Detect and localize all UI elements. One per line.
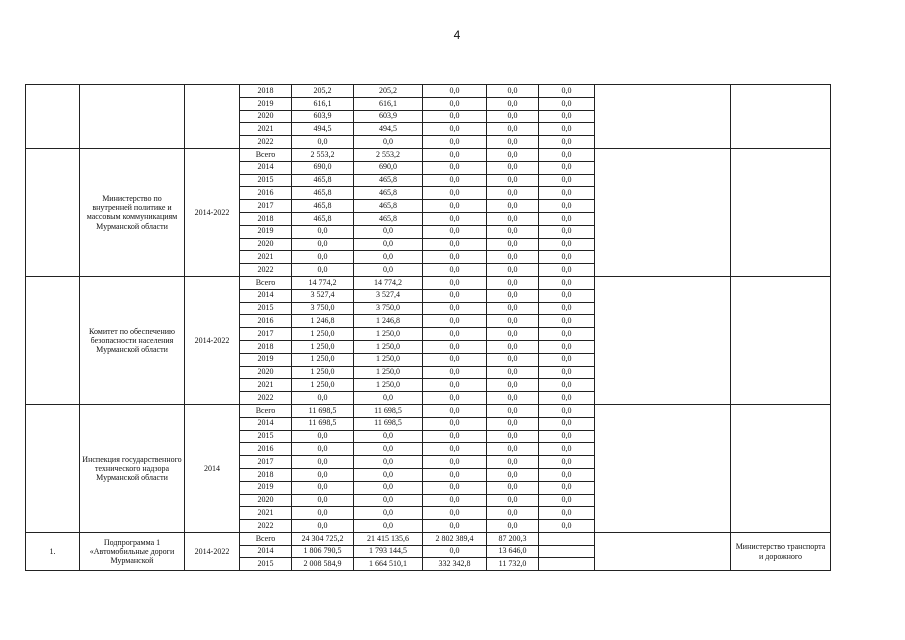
responsible-cell xyxy=(731,276,831,404)
amount-cell: 0,0 xyxy=(292,507,354,520)
amount-cell: 0,0 xyxy=(539,264,595,277)
amount-cell: 0,0 xyxy=(487,417,539,430)
amount-cell: 0,0 xyxy=(539,161,595,174)
amount-cell: 0,0 xyxy=(539,481,595,494)
amount-cell: 465,8 xyxy=(292,212,354,225)
amount-cell: 0,0 xyxy=(539,123,595,136)
amount-cell: 0,0 xyxy=(487,468,539,481)
amount-cell: 0,0 xyxy=(487,340,539,353)
amount-cell: 11 698,5 xyxy=(292,417,354,430)
amount-cell: 0,0 xyxy=(354,456,423,469)
year-cell: 2014 xyxy=(240,545,292,558)
amount-cell: 0,0 xyxy=(423,97,487,110)
amount-cell: 0,0 xyxy=(423,392,487,405)
amount-cell: 0,0 xyxy=(539,187,595,200)
year-cell: 2021 xyxy=(240,251,292,264)
year-cell: Всего xyxy=(240,148,292,161)
amount-cell: 332 342,8 xyxy=(423,558,487,571)
amount-cell: 1 246,8 xyxy=(354,315,423,328)
amount-cell: 0,0 xyxy=(539,443,595,456)
amount-cell: 0,0 xyxy=(539,456,595,469)
executor-name-cell: Министерство по внутренней политике и массовым коммуникациям Мурманской области xyxy=(80,148,185,276)
year-cell: 2021 xyxy=(240,379,292,392)
year-cell: 2017 xyxy=(240,456,292,469)
amount-cell: 0,0 xyxy=(354,481,423,494)
amount-cell: 0,0 xyxy=(423,328,487,341)
amount-cell: 0,0 xyxy=(539,353,595,366)
year-cell: 2021 xyxy=(240,123,292,136)
amount-cell: 0,0 xyxy=(487,251,539,264)
amount-cell: 0,0 xyxy=(487,85,539,98)
amount-cell: 465,8 xyxy=(292,200,354,213)
year-cell: 2015 xyxy=(240,558,292,571)
responsible-cell: Министерство транспорта и дорожного xyxy=(731,532,831,570)
table-row xyxy=(26,276,831,289)
amount-cell: 0,0 xyxy=(354,507,423,520)
year-cell: 2019 xyxy=(240,225,292,238)
amount-cell: 13 646,0 xyxy=(487,545,539,558)
year-cell: Всего xyxy=(240,532,292,545)
amount-cell: 0,0 xyxy=(423,520,487,533)
amount-cell: 0,0 xyxy=(292,443,354,456)
amount-cell: 0,0 xyxy=(539,251,595,264)
year-cell: 2016 xyxy=(240,187,292,200)
amount-cell: 0,0 xyxy=(423,507,487,520)
amount-cell: 3 750,0 xyxy=(354,302,423,315)
amount-cell: 0,0 xyxy=(423,276,487,289)
amount-cell: 0,0 xyxy=(539,136,595,149)
amount-cell: 0,0 xyxy=(423,456,487,469)
row-number-cell: 1. xyxy=(26,532,80,570)
amount-cell: 1 250,0 xyxy=(292,366,354,379)
amount-cell: 21 415 135,6 xyxy=(354,532,423,545)
year-cell: 2020 xyxy=(240,366,292,379)
amount-cell: 0,0 xyxy=(539,315,595,328)
amount-cell: 2 008 584,9 xyxy=(292,558,354,571)
amount-cell: 1 806 790,5 xyxy=(292,545,354,558)
amount-cell: 1 250,0 xyxy=(292,353,354,366)
amount-cell: 616,1 xyxy=(292,97,354,110)
year-cell: 2019 xyxy=(240,353,292,366)
amount-cell: 0,0 xyxy=(539,430,595,443)
amount-cell: 0,0 xyxy=(354,264,423,277)
amount-cell: 0,0 xyxy=(354,136,423,149)
amount-cell: 0,0 xyxy=(354,520,423,533)
amount-cell xyxy=(539,558,595,571)
year-cell: 2016 xyxy=(240,443,292,456)
amount-cell: 3 527,4 xyxy=(354,289,423,302)
amount-cell: 0,0 xyxy=(292,430,354,443)
amount-cell: 0,0 xyxy=(423,136,487,149)
amount-cell: 0,0 xyxy=(539,238,595,251)
year-cell: 2016 xyxy=(240,315,292,328)
amount-cell: 11 698,5 xyxy=(354,404,423,417)
amount-cell: 0,0 xyxy=(539,225,595,238)
period-cell xyxy=(185,85,240,149)
amount-cell: 465,8 xyxy=(292,187,354,200)
year-cell: 2018 xyxy=(240,212,292,225)
amount-cell: 0,0 xyxy=(354,225,423,238)
amount-cell: 0,0 xyxy=(292,392,354,405)
amount-cell: 0,0 xyxy=(487,494,539,507)
responsible-cell xyxy=(731,404,831,532)
amount-cell: 0,0 xyxy=(487,443,539,456)
year-cell: 2021 xyxy=(240,507,292,520)
amount-cell: 0,0 xyxy=(354,392,423,405)
amount-cell: 3 527,4 xyxy=(292,289,354,302)
amount-cell: 0,0 xyxy=(539,97,595,110)
amount-cell: 0,0 xyxy=(423,187,487,200)
amount-cell: 0,0 xyxy=(487,187,539,200)
amount-cell: 24 304 725,2 xyxy=(292,532,354,545)
amount-cell: 0,0 xyxy=(354,443,423,456)
amount-cell: 11 698,5 xyxy=(292,404,354,417)
amount-cell: 0,0 xyxy=(539,289,595,302)
amount-cell: 0,0 xyxy=(423,289,487,302)
amount-cell: 0,0 xyxy=(487,379,539,392)
year-cell: 2020 xyxy=(240,110,292,123)
amount-cell: 690,0 xyxy=(354,161,423,174)
year-cell: 2015 xyxy=(240,174,292,187)
amount-cell: 0,0 xyxy=(423,494,487,507)
amount-cell: 1 250,0 xyxy=(354,353,423,366)
amount-cell: 0,0 xyxy=(539,507,595,520)
year-cell: 2022 xyxy=(240,264,292,277)
year-cell: 2017 xyxy=(240,328,292,341)
executor-name-cell: Комитет по обеспечению безопасности населения Мурманской области xyxy=(80,276,185,404)
amount-cell: 1 250,0 xyxy=(354,340,423,353)
amount-cell: 0,0 xyxy=(292,136,354,149)
amount-cell: 0,0 xyxy=(539,174,595,187)
indicator-cell xyxy=(595,148,731,276)
amount-cell: 0,0 xyxy=(539,417,595,430)
amount-cell: 0,0 xyxy=(487,110,539,123)
amount-cell: 1 250,0 xyxy=(292,340,354,353)
amount-cell xyxy=(539,532,595,545)
amount-cell: 0,0 xyxy=(292,225,354,238)
year-cell: 2014 xyxy=(240,289,292,302)
amount-cell: 0,0 xyxy=(487,200,539,213)
amount-cell: 0,0 xyxy=(423,340,487,353)
amount-cell: 0,0 xyxy=(487,481,539,494)
amount-cell: 0,0 xyxy=(423,238,487,251)
amount-cell: 0,0 xyxy=(423,481,487,494)
amount-cell: 0,0 xyxy=(539,520,595,533)
amount-cell: 0,0 xyxy=(487,456,539,469)
amount-cell: 0,0 xyxy=(539,468,595,481)
amount-cell: 1 250,0 xyxy=(292,379,354,392)
amount-cell: 2 553,2 xyxy=(354,148,423,161)
amount-cell: 0,0 xyxy=(423,366,487,379)
amount-cell: 0,0 xyxy=(487,264,539,277)
amount-cell: 0,0 xyxy=(487,174,539,187)
amount-cell: 0,0 xyxy=(539,340,595,353)
year-cell: 2022 xyxy=(240,136,292,149)
year-cell: Всего xyxy=(240,404,292,417)
amount-cell: 0,0 xyxy=(423,123,487,136)
amount-cell: 1 250,0 xyxy=(354,379,423,392)
year-cell: 2019 xyxy=(240,481,292,494)
year-cell: 2019 xyxy=(240,97,292,110)
amount-cell: 0,0 xyxy=(539,148,595,161)
amount-cell: 0,0 xyxy=(292,456,354,469)
amount-cell: 0,0 xyxy=(539,379,595,392)
amount-cell: 465,8 xyxy=(354,200,423,213)
amount-cell: 0,0 xyxy=(423,200,487,213)
year-cell: 2014 xyxy=(240,161,292,174)
executor-name-cell: Подпрограмма 1 «Автомобильные дороги Мурманской xyxy=(80,532,185,570)
responsible-cell xyxy=(731,148,831,276)
period-cell: 2014-2022 xyxy=(185,148,240,276)
amount-cell: 0,0 xyxy=(487,238,539,251)
amount-cell: 0,0 xyxy=(487,328,539,341)
executor-name-cell xyxy=(80,85,185,149)
row-number-cell xyxy=(26,404,80,532)
amount-cell: 0,0 xyxy=(423,161,487,174)
amount-cell: 0,0 xyxy=(539,392,595,405)
year-cell: 2017 xyxy=(240,200,292,213)
amount-cell: 465,8 xyxy=(354,212,423,225)
responsible-cell xyxy=(731,85,831,149)
amount-cell: 0,0 xyxy=(487,366,539,379)
year-cell: 2015 xyxy=(240,430,292,443)
year-cell: 2020 xyxy=(240,494,292,507)
amount-cell: 494,5 xyxy=(292,123,354,136)
amount-cell: 0,0 xyxy=(292,238,354,251)
table-row xyxy=(26,148,831,161)
year-cell: 2022 xyxy=(240,520,292,533)
amount-cell: 0,0 xyxy=(487,430,539,443)
amount-cell: 2 802 389,4 xyxy=(423,532,487,545)
amount-cell: 14 774,2 xyxy=(292,276,354,289)
year-cell: Всего xyxy=(240,276,292,289)
year-cell: 2020 xyxy=(240,238,292,251)
amount-cell: 0,0 xyxy=(539,276,595,289)
amount-cell: 0,0 xyxy=(354,238,423,251)
amount-cell xyxy=(539,545,595,558)
amount-cell: 0,0 xyxy=(487,148,539,161)
amount-cell: 0,0 xyxy=(292,251,354,264)
amount-cell: 0,0 xyxy=(487,520,539,533)
amount-cell: 1 250,0 xyxy=(292,328,354,341)
amount-cell: 0,0 xyxy=(354,494,423,507)
amount-cell: 0,0 xyxy=(423,110,487,123)
period-cell: 2014 xyxy=(185,404,240,532)
amount-cell: 0,0 xyxy=(487,212,539,225)
amount-cell: 603,9 xyxy=(292,110,354,123)
amount-cell: 0,0 xyxy=(487,136,539,149)
amount-cell: 1 246,8 xyxy=(292,315,354,328)
amount-cell: 1 250,0 xyxy=(354,328,423,341)
amount-cell: 205,2 xyxy=(354,85,423,98)
amount-cell: 0,0 xyxy=(423,148,487,161)
amount-cell: 0,0 xyxy=(487,507,539,520)
table-row xyxy=(26,404,831,417)
amount-cell: 1 793 144,5 xyxy=(354,545,423,558)
amount-cell: 616,1 xyxy=(354,97,423,110)
amount-cell: 0,0 xyxy=(423,264,487,277)
amount-cell: 0,0 xyxy=(423,468,487,481)
amount-cell: 0,0 xyxy=(423,85,487,98)
amount-cell: 1 664 510,1 xyxy=(354,558,423,571)
indicator-cell xyxy=(595,404,731,532)
amount-cell: 0,0 xyxy=(423,404,487,417)
amount-cell: 0,0 xyxy=(539,328,595,341)
amount-cell: 0,0 xyxy=(539,366,595,379)
amount-cell: 465,8 xyxy=(354,187,423,200)
period-cell: 2014-2022 xyxy=(185,276,240,404)
amount-cell: 0,0 xyxy=(423,212,487,225)
amount-cell: 205,2 xyxy=(292,85,354,98)
amount-cell: 0,0 xyxy=(292,264,354,277)
amount-cell: 0,0 xyxy=(539,212,595,225)
amount-cell: 11 698,5 xyxy=(354,417,423,430)
amount-cell: 0,0 xyxy=(423,379,487,392)
amount-cell: 0,0 xyxy=(487,225,539,238)
indicator-cell xyxy=(595,532,731,570)
amount-cell: 0,0 xyxy=(292,520,354,533)
table-row xyxy=(26,532,831,545)
amount-cell: 0,0 xyxy=(423,443,487,456)
amount-cell: 0,0 xyxy=(292,481,354,494)
year-cell: 2022 xyxy=(240,392,292,405)
amount-cell: 1 250,0 xyxy=(354,366,423,379)
year-cell: 2015 xyxy=(240,302,292,315)
row-number-cell xyxy=(26,85,80,149)
amount-cell: 0,0 xyxy=(487,315,539,328)
amount-cell: 0,0 xyxy=(487,392,539,405)
amount-cell: 0,0 xyxy=(487,302,539,315)
amount-cell: 0,0 xyxy=(487,289,539,302)
amount-cell: 0,0 xyxy=(354,468,423,481)
amount-cell: 0,0 xyxy=(423,430,487,443)
amount-cell: 0,0 xyxy=(539,85,595,98)
year-cell: 2014 xyxy=(240,417,292,430)
amount-cell: 494,5 xyxy=(354,123,423,136)
amount-cell: 0,0 xyxy=(423,251,487,264)
amount-cell: 0,0 xyxy=(423,417,487,430)
page-number: 4 xyxy=(453,28,461,42)
amount-cell: 0,0 xyxy=(354,251,423,264)
amount-cell: 0,0 xyxy=(423,225,487,238)
amount-cell: 0,0 xyxy=(539,302,595,315)
amount-cell: 465,8 xyxy=(354,174,423,187)
amount-cell: 11 732,0 xyxy=(487,558,539,571)
executor-name-cell: Инспекция государственного технического надзора Мурманской области xyxy=(80,404,185,532)
amount-cell: 0,0 xyxy=(487,404,539,417)
amount-cell: 0,0 xyxy=(539,200,595,213)
table-row xyxy=(26,85,831,98)
amount-cell: 0,0 xyxy=(487,353,539,366)
row-number-cell xyxy=(26,276,80,404)
amount-cell: 0,0 xyxy=(423,174,487,187)
amount-cell: 0,0 xyxy=(423,315,487,328)
amount-cell: 0,0 xyxy=(539,110,595,123)
amount-cell: 14 774,2 xyxy=(354,276,423,289)
amount-cell: 0,0 xyxy=(292,494,354,507)
year-cell: 2018 xyxy=(240,468,292,481)
amount-cell: 690,0 xyxy=(292,161,354,174)
amount-cell: 0,0 xyxy=(487,276,539,289)
year-cell: 2018 xyxy=(240,340,292,353)
amount-cell: 0,0 xyxy=(423,545,487,558)
year-cell: 2018 xyxy=(240,85,292,98)
indicator-cell xyxy=(595,85,731,149)
amount-cell: 87 200,3 xyxy=(487,532,539,545)
amount-cell: 2 553,2 xyxy=(292,148,354,161)
amount-cell: 0,0 xyxy=(423,353,487,366)
amount-cell: 0,0 xyxy=(539,494,595,507)
indicator-cell xyxy=(595,276,731,404)
amount-cell: 603,9 xyxy=(354,110,423,123)
period-cell: 2014-2022 xyxy=(185,532,240,570)
amount-cell: 0,0 xyxy=(354,430,423,443)
row-number-cell xyxy=(26,148,80,276)
amount-cell: 0,0 xyxy=(292,468,354,481)
amount-cell: 0,0 xyxy=(487,161,539,174)
amount-cell: 0,0 xyxy=(487,123,539,136)
budget-table xyxy=(25,84,831,571)
amount-cell: 0,0 xyxy=(539,404,595,417)
amount-cell: 3 750,0 xyxy=(292,302,354,315)
amount-cell: 0,0 xyxy=(487,97,539,110)
amount-cell: 465,8 xyxy=(292,174,354,187)
amount-cell: 0,0 xyxy=(423,302,487,315)
